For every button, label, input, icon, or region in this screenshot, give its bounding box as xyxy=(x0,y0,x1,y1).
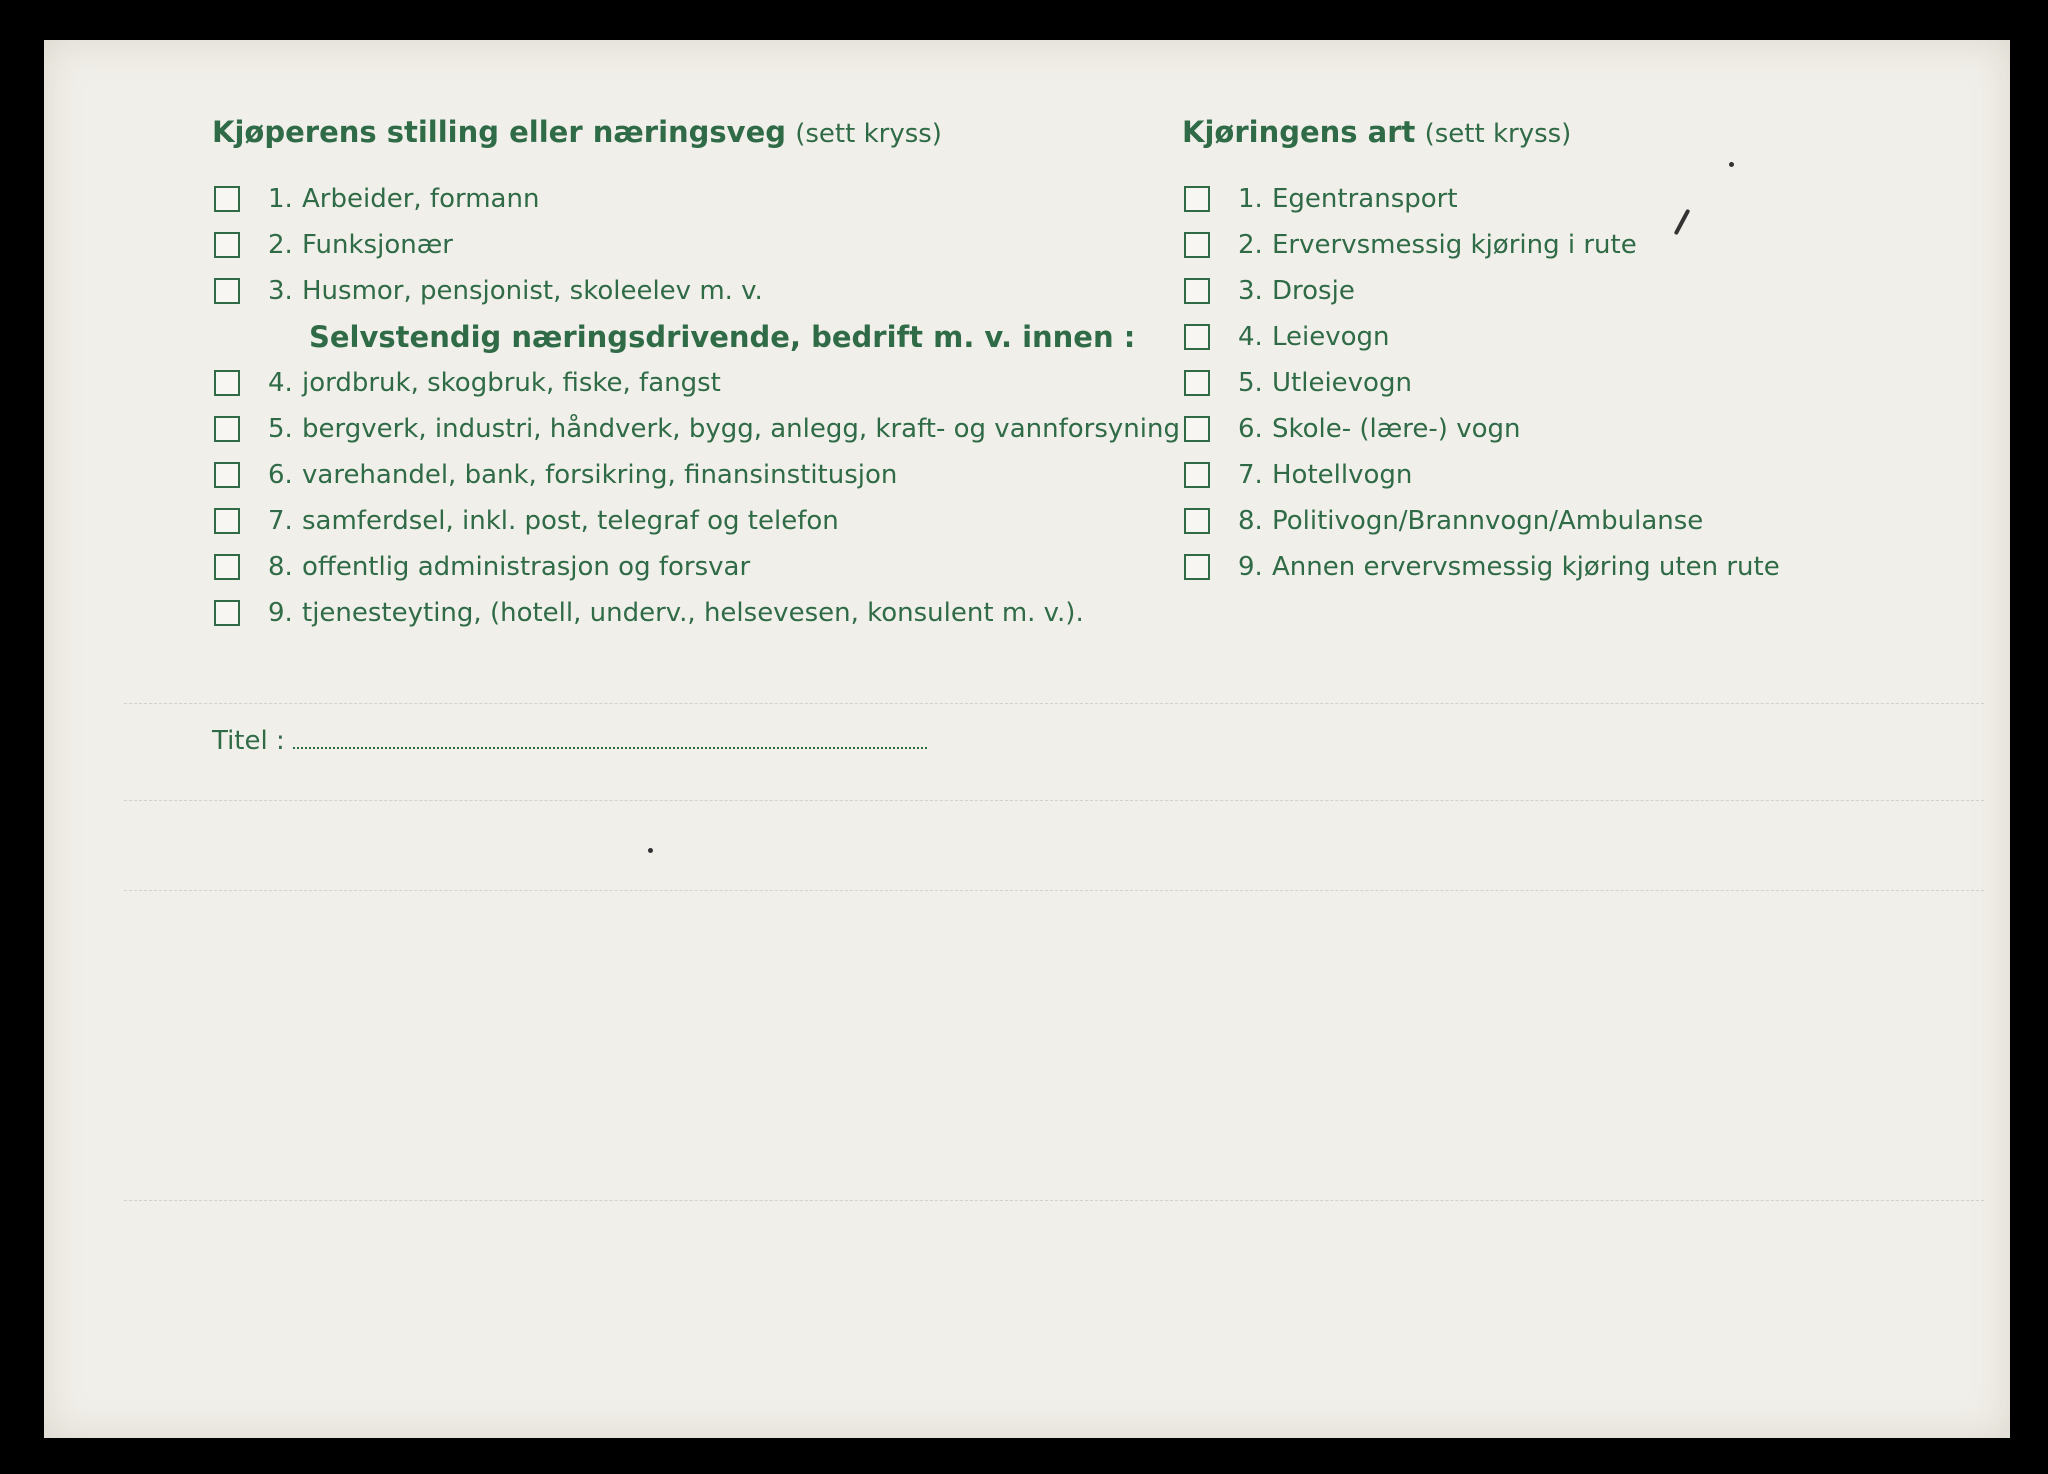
option-label: bergverk, industri, håndverk, bygg, anlegg, kraft- og vannforsyning xyxy=(302,414,1180,444)
option-number: 9. xyxy=(268,598,293,628)
stilling-option-3[interactable] xyxy=(214,276,763,306)
option-number: 9. xyxy=(1238,552,1263,582)
left-heading xyxy=(212,115,942,149)
option-number: 8. xyxy=(268,552,293,582)
option-label: Skole- (lære-) vogn xyxy=(1272,414,1521,444)
checkbox[interactable] xyxy=(214,508,240,534)
option-number: 2. xyxy=(1238,230,1263,260)
right-heading xyxy=(1182,115,1571,149)
titel-dotted-line[interactable] xyxy=(293,727,927,749)
option-label: Leievogn xyxy=(1272,322,1390,352)
kjoring-option-8[interactable] xyxy=(1184,506,1703,536)
option-label: Politivogn/Brannvogn/Ambulanse xyxy=(1272,506,1704,536)
checkbox[interactable] xyxy=(1184,416,1210,442)
checkbox[interactable] xyxy=(214,554,240,580)
checkbox[interactable] xyxy=(214,232,240,258)
kjoring-option-1[interactable] xyxy=(1184,184,1458,214)
option-label: Ervervsmessig kjøring i rute xyxy=(1272,230,1637,260)
ink-dot xyxy=(1729,162,1734,167)
titel-field[interactable] xyxy=(212,726,927,756)
divider xyxy=(124,1200,1984,1201)
selvstendig-subheading: Selvstendig næringsdrivende, bedrift m. v. innen : xyxy=(309,320,1136,354)
option-label: samferdsel, inkl. post, telegraf og telefon xyxy=(302,506,839,536)
checkbox[interactable] xyxy=(1184,186,1210,212)
stilling-option-9[interactable] xyxy=(214,598,1084,628)
checkbox[interactable] xyxy=(214,278,240,304)
kjoring-option-9[interactable] xyxy=(1184,552,1780,582)
ink-dot xyxy=(648,848,653,853)
form-sheet xyxy=(44,40,2010,1438)
kjoring-option-7[interactable] xyxy=(1184,460,1412,490)
checkbox[interactable] xyxy=(1184,370,1210,396)
checkbox[interactable] xyxy=(214,186,240,212)
option-label: Annen ervervsmessig kjøring uten rute xyxy=(1272,552,1780,582)
option-number: 8. xyxy=(1238,506,1263,536)
option-number: 4. xyxy=(1238,322,1263,352)
left-heading-title: Kjøperens stilling eller næringsveg xyxy=(212,115,787,149)
stilling-option-6[interactable] xyxy=(214,460,897,490)
option-label: Hotellvogn xyxy=(1272,460,1413,490)
checkbox[interactable] xyxy=(1184,324,1210,350)
checkbox[interactable] xyxy=(214,462,240,488)
stilling-option-8[interactable] xyxy=(214,552,750,582)
right-heading-title: Kjøringens art xyxy=(1182,115,1416,149)
stilling-option-2[interactable] xyxy=(214,230,453,260)
option-number: 2. xyxy=(268,230,293,260)
divider xyxy=(124,703,1984,704)
left-heading-instruction: (sett kryss) xyxy=(795,119,942,149)
option-label: Drosje xyxy=(1272,276,1355,306)
ink-mark xyxy=(1674,209,1691,236)
option-label: offentlig administrasjon og forsvar xyxy=(302,552,751,582)
option-label: jordbruk, skogbruk, fiske, fangst xyxy=(302,368,721,398)
checkbox[interactable] xyxy=(1184,232,1210,258)
option-number: 5. xyxy=(268,414,293,444)
divider xyxy=(124,890,1984,891)
option-label: Utleievogn xyxy=(1272,368,1412,398)
option-number: 6. xyxy=(268,460,293,490)
kjoring-option-3[interactable] xyxy=(1184,276,1355,306)
option-number: 3. xyxy=(1238,276,1263,306)
option-number: 1. xyxy=(1238,184,1263,214)
checkbox[interactable] xyxy=(1184,278,1210,304)
kjoring-option-5[interactable] xyxy=(1184,368,1412,398)
option-number: 6. xyxy=(1238,414,1263,444)
titel-label: Titel : xyxy=(212,726,285,756)
option-label: Husmor, pensjonist, skoleelev m. v. xyxy=(302,276,763,306)
kjoring-option-2[interactable] xyxy=(1184,230,1637,260)
checkbox[interactable] xyxy=(214,600,240,626)
checkbox[interactable] xyxy=(214,416,240,442)
option-number: 1. xyxy=(268,184,293,214)
option-number: 7. xyxy=(268,506,293,536)
option-label: varehandel, bank, forsikring, finansinstitusjon xyxy=(302,460,898,490)
checkbox[interactable] xyxy=(1184,462,1210,488)
option-label: tjenesteyting, (hotell, underv., helsevesen, konsulent m. v.). xyxy=(302,598,1084,628)
stilling-option-1[interactable] xyxy=(214,184,539,214)
right-heading-instruction: (sett kryss) xyxy=(1424,119,1572,149)
stilling-option-5[interactable] xyxy=(214,414,1180,444)
stilling-option-4[interactable] xyxy=(214,368,721,398)
bleed-through-text xyxy=(1624,98,1638,149)
option-label: Arbeider, formann xyxy=(302,184,540,214)
checkbox[interactable] xyxy=(1184,554,1210,580)
option-number: 4. xyxy=(268,368,293,398)
kjoring-option-4[interactable] xyxy=(1184,322,1390,352)
stamp-mark xyxy=(1224,1070,1242,1124)
stilling-option-7[interactable] xyxy=(214,506,839,536)
kjoring-option-6[interactable] xyxy=(1184,414,1521,444)
divider xyxy=(124,800,1984,801)
checkbox[interactable] xyxy=(1184,508,1210,534)
option-number: 5. xyxy=(1238,368,1263,398)
option-label: Funksjonær xyxy=(302,230,453,260)
option-number: 3. xyxy=(268,276,293,306)
checkbox[interactable] xyxy=(214,370,240,396)
option-label: Egentransport xyxy=(1272,184,1458,214)
option-number: 7. xyxy=(1238,460,1263,490)
